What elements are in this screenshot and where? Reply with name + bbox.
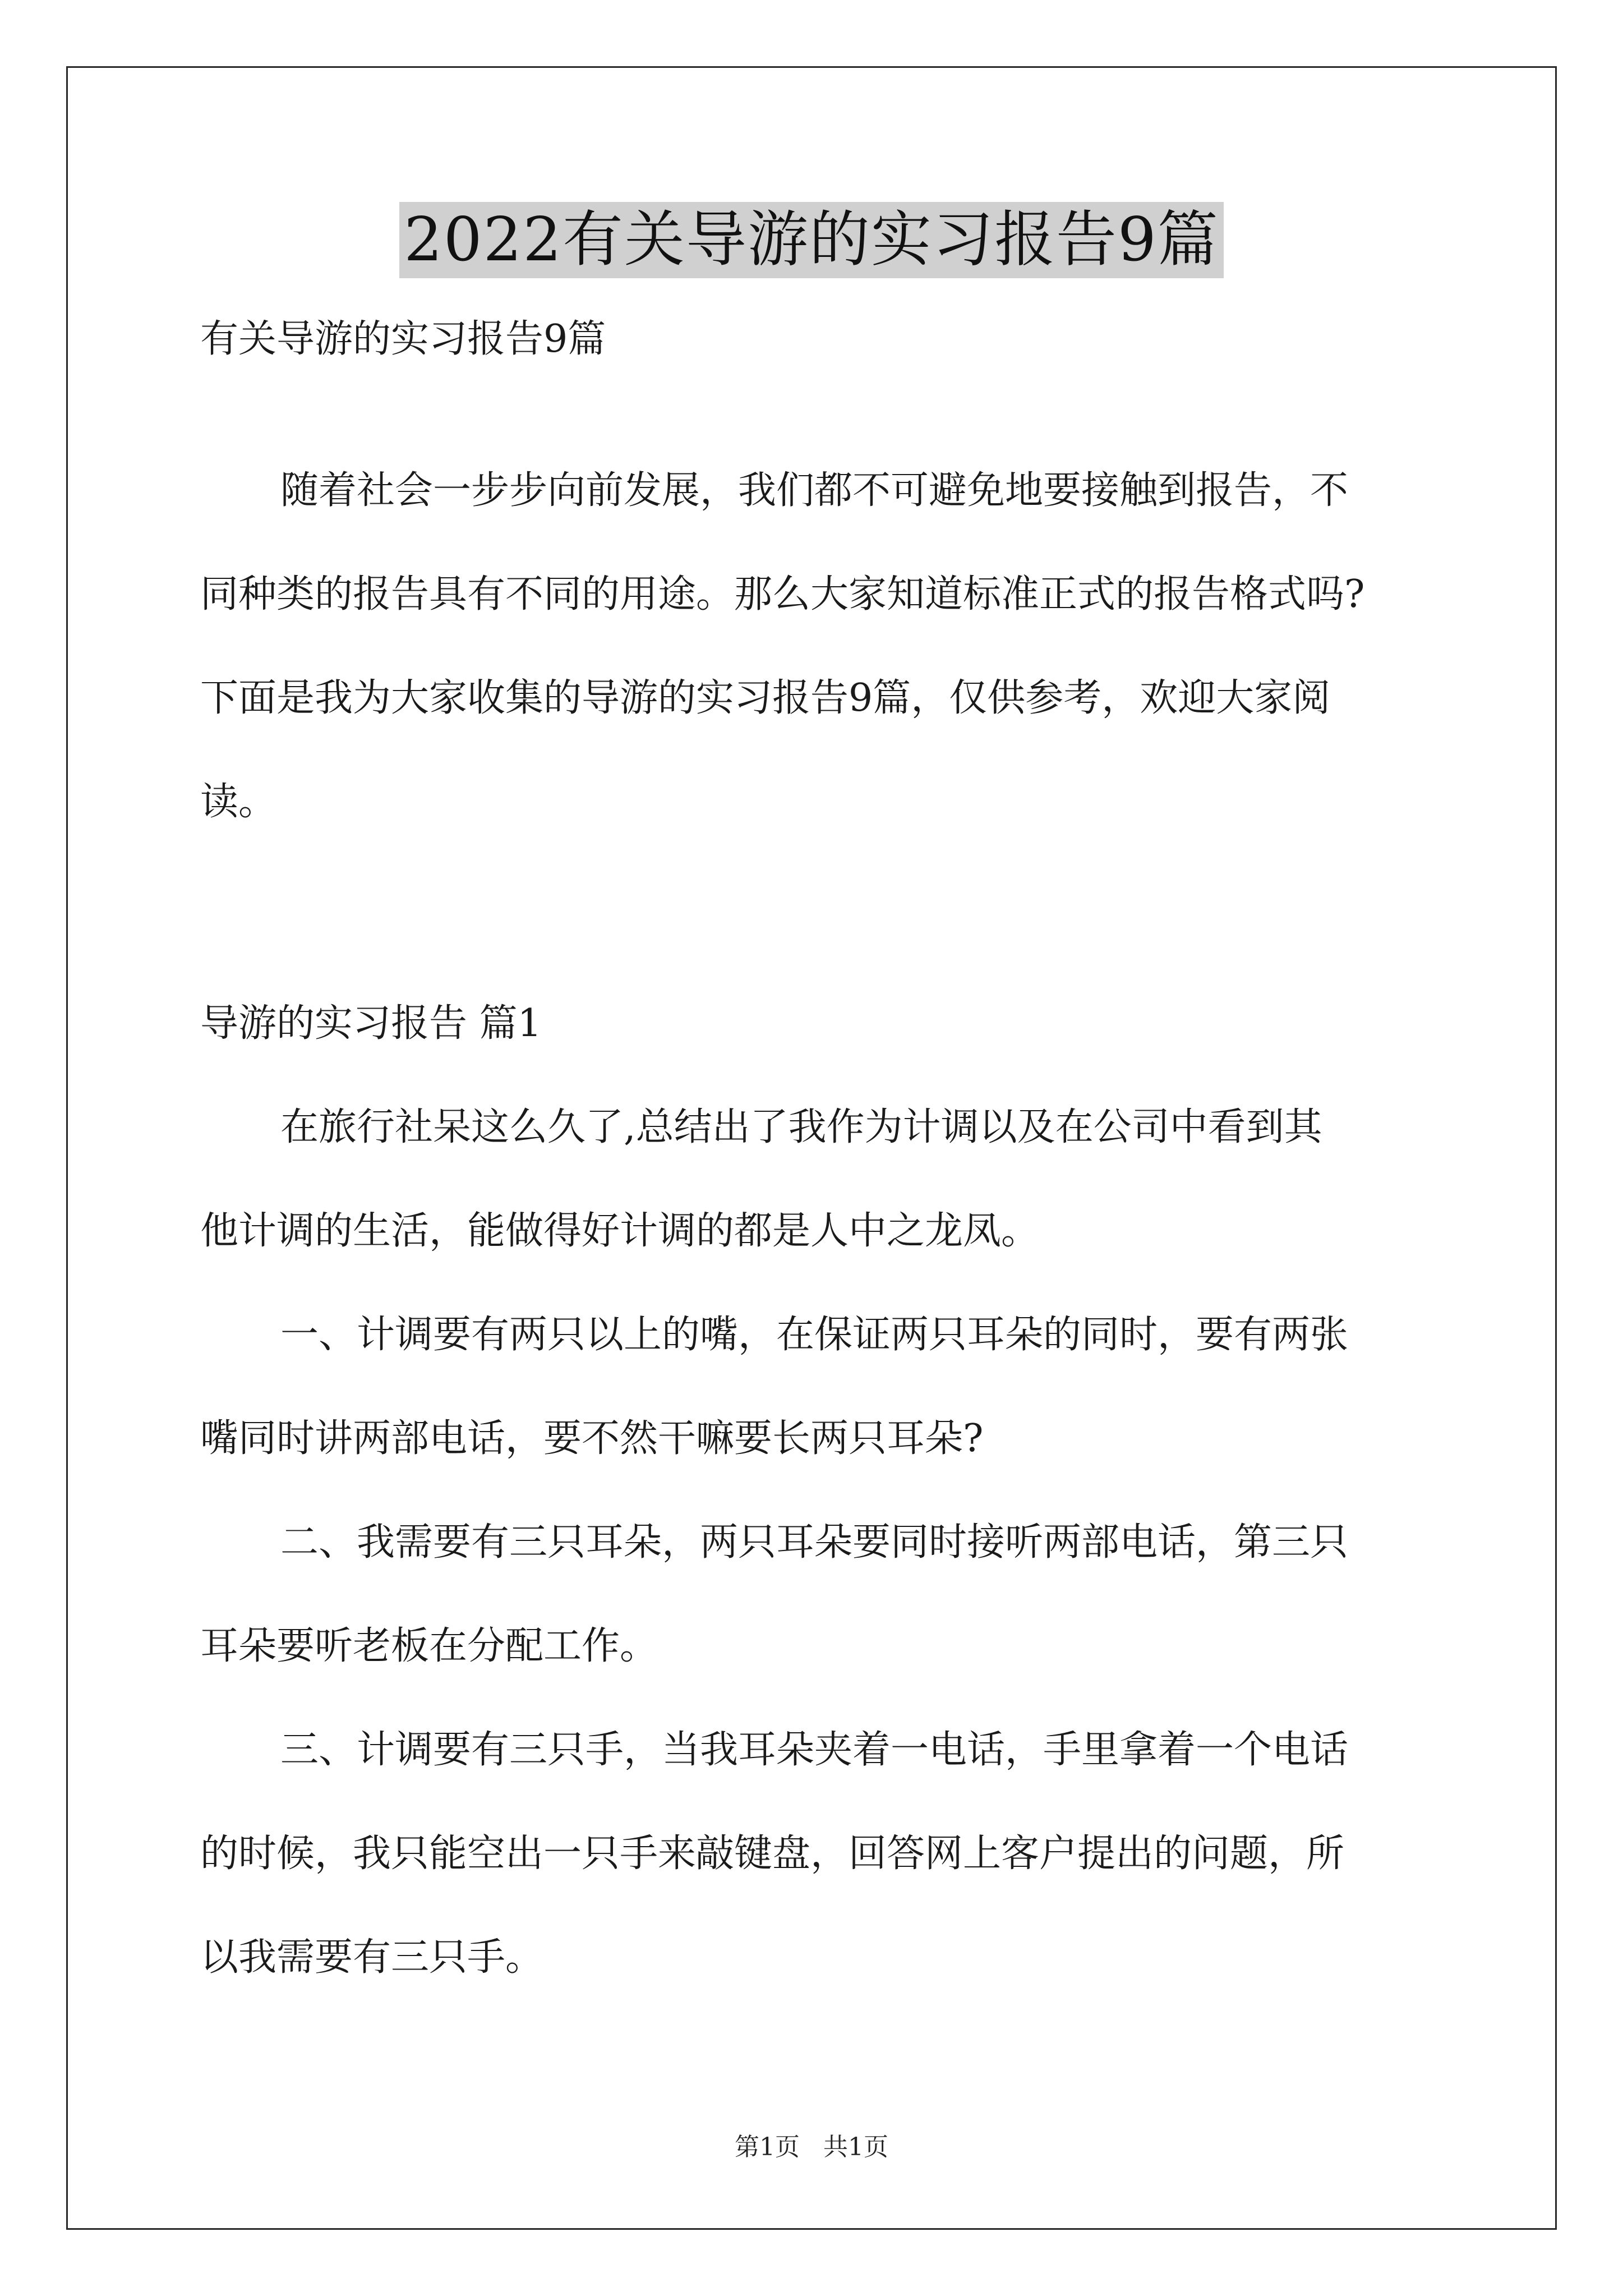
title-container [0, 202, 1623, 278]
page-number: 第1页 [735, 2133, 800, 2161]
intro-line-2: 同种类的报告具有不同的用途。那么大家知道标准正式的报告格式吗? [200, 572, 1365, 616]
body-line-3: 一、计调要有两只以上的嘴，在保证两只耳朵的同时，要有两张 [280, 1313, 1349, 1357]
intro-line-4: 读。 [200, 780, 277, 824]
body-line-9: 以我需要有三只手。 [200, 1935, 544, 1980]
body-line-2: 他计调的生活，能做得好计调的都是人中之龙凤。 [200, 1209, 1040, 1253]
body-line-1: 在旅行社呆这么久了,总结出了我作为计调以及在公司中看到其 [280, 1105, 1322, 1149]
document-title: 2022有关导游的实习报告9篇 [399, 202, 1224, 278]
intro-line-3: 下面是我为大家收集的导游的实习报告9篇，仅供参考，欢迎大家阅 [200, 676, 1331, 720]
body-line-5: 二、我需要有三只耳朵，两只耳朵要同时接听两部电话，第三只 [280, 1520, 1349, 1565]
body-line-7: 三、计调要有三只手，当我耳朵夹着一电话，手里拿着一个电话 [280, 1728, 1349, 1772]
body-line-4: 嘴同时讲两部电话，要不然干嘛要长两只耳朵? [200, 1416, 984, 1461]
body-line-6: 耳朵要听老板在分配工作。 [200, 1624, 658, 1668]
total-pages: 共1页 [823, 2133, 888, 2161]
body-line-8: 的时候，我只能空出一只手来敲键盘，回答网上客户提出的问题，所 [200, 1832, 1345, 1876]
section-heading: 导游的实习报告 篇1 [200, 1001, 542, 1046]
page-footer [0, 2132, 1623, 2163]
document-subtitle: 有关导游的实习报告9篇 [200, 317, 606, 361]
intro-line-1: 随着社会一步步向前发展，我们都不可避免地要接触到报告，不 [280, 468, 1349, 513]
